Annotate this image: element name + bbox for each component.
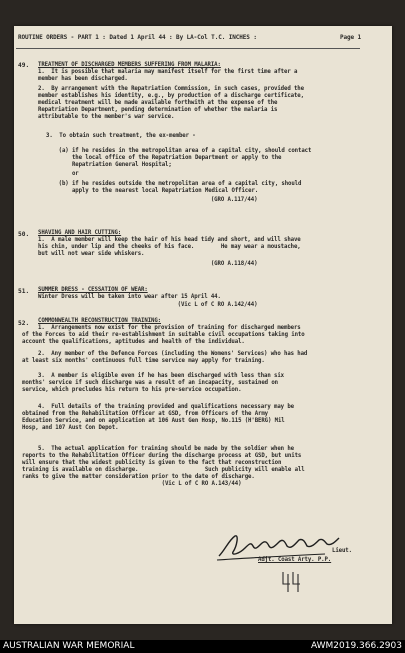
page-header: ROUTINE ORDERS - PART 1 : Dated 1 April 44 : By LA-Col T.C. INCHES : bbox=[18, 34, 257, 41]
text-line: Repatriation Department, pending determination of whether the malaria is bbox=[38, 107, 278, 113]
text-line: at least six months' continuous full time service may apply for training. bbox=[22, 358, 265, 364]
text-line: 3. To obtain such treatment, the ex-member - bbox=[46, 133, 196, 139]
reference-line: (GRO A.118/44) bbox=[38, 261, 258, 267]
item-title: SUMMER DRESS - CESSATION OF WEAR: bbox=[38, 287, 148, 293]
text-line: Education Service, and on application at 106 Aust Gen Hosp, No.115 (H'BERG) Mil bbox=[22, 418, 285, 424]
archive-reference: AWM2019.366.2903 bbox=[310, 641, 402, 651]
item-title: COMMONWEALTH RECONSTRUCTION TRAINING: bbox=[38, 318, 161, 324]
text-line: 3. A member is eligible even if he has been discharged with less than six bbox=[38, 373, 284, 379]
reference-line: (Vic L of C RO A.143/44) bbox=[22, 481, 242, 487]
text-line: (a) if he resides in the metropolitan area of a capital city, should contact bbox=[52, 148, 312, 154]
text-line: reports to the Rehabilitation Officer during the discharge process at GSD, but units bbox=[22, 453, 302, 459]
item-title: SHAVING AND HAIR CUTTING: bbox=[38, 230, 122, 236]
text-line: his chin, under lip and the cheeks of his face. He may wear a moustache, bbox=[38, 244, 301, 250]
archive-name: AUSTRALIAN WAR MEMORIAL bbox=[3, 641, 135, 651]
handwritten-initials bbox=[280, 568, 302, 594]
page-number: Page 1 bbox=[340, 34, 362, 41]
text-line: 2. By arrangement with the Repatriation Commission, in such cases, provided the bbox=[38, 86, 304, 92]
text-line: 1. A male member will keep the hair of his head tidy and short, and will shave bbox=[38, 237, 301, 243]
text-line: will ensure that the widest publicity is given to the fact that reconstruction bbox=[22, 460, 282, 466]
text-line: months' service if such discharge was a result of an incapacity, sustained on bbox=[22, 380, 278, 386]
text-line: ranks to give the matter consideration prior to the date of discharge. bbox=[22, 474, 255, 480]
text-line: but will not wear side whiskers. bbox=[38, 251, 145, 257]
signatory-title: Adjt. Coast Arty. P.P. bbox=[258, 557, 332, 563]
text-line: medical treatment will be made available forthwith at the expense of the bbox=[38, 100, 278, 106]
text-line: 4. Full details of the training provided and qualifications necessary may be bbox=[38, 404, 294, 410]
text-line: 1. It is possible that malaria may manifest itself for the first time after a bbox=[38, 69, 298, 75]
text-line: (b) if he resides outside the metropolitan area of a capital city, should bbox=[52, 181, 302, 187]
text-line: the local office of the Repatriation Department or apply to the bbox=[52, 155, 282, 161]
signatory-rank: Lieut. bbox=[332, 548, 352, 554]
reference-line: (GRO A.117/44) bbox=[38, 197, 258, 203]
header-rule bbox=[16, 48, 360, 49]
text-line: Hosp, and 107 Aust Con Depot. bbox=[22, 425, 119, 431]
text-line: service, which precludes his return to his pre-service occupation. bbox=[22, 387, 242, 393]
text-line: account the qualifications, aptitudes and health of the individual. bbox=[22, 339, 245, 345]
item-title: TREATMENT OF DISCHARGED MEMBERS SUFFERING FROM MALARIA: bbox=[38, 62, 221, 68]
text-line: member establishes his identity, e.g., by production of a discharge certificate, bbox=[38, 93, 304, 99]
text-line: member has been discharged. bbox=[38, 76, 128, 82]
item-number: 50. bbox=[18, 231, 30, 238]
text-line: of the Forces to aid their re-establishment in suitable civil occupations taking into bbox=[22, 332, 305, 338]
text-line: apply to the nearest local Repatriation Medical Officer. bbox=[52, 188, 259, 194]
text-line: 2. Any member of the Defence Forces (including the Womens' Services) who has had bbox=[38, 351, 308, 357]
text-line: obtained from the Rehabilitation Officer at GSD, from Officers of the Army bbox=[22, 411, 268, 417]
text-line: 5. The actual application for training should be made by the soldier when he bbox=[38, 446, 294, 452]
text-line: attributable to the member's war service. bbox=[38, 114, 175, 120]
text-line: or bbox=[52, 171, 79, 177]
text-line: Winter Dress will be taken into wear after 15 April 44. bbox=[38, 294, 221, 300]
text-line: training is available on discharge. Such publicity will enable all bbox=[22, 467, 305, 473]
reference-line: (Vic L of C RO A.142/44) bbox=[38, 302, 258, 308]
text-line: Repatriation General Hospital; bbox=[52, 162, 172, 168]
item-number: 49. bbox=[18, 62, 30, 69]
text-line: 1. Arrangements now exist for the provision of training for discharged members bbox=[38, 325, 301, 331]
item-number: 52. bbox=[18, 320, 30, 327]
item-number: 51. bbox=[18, 288, 30, 295]
